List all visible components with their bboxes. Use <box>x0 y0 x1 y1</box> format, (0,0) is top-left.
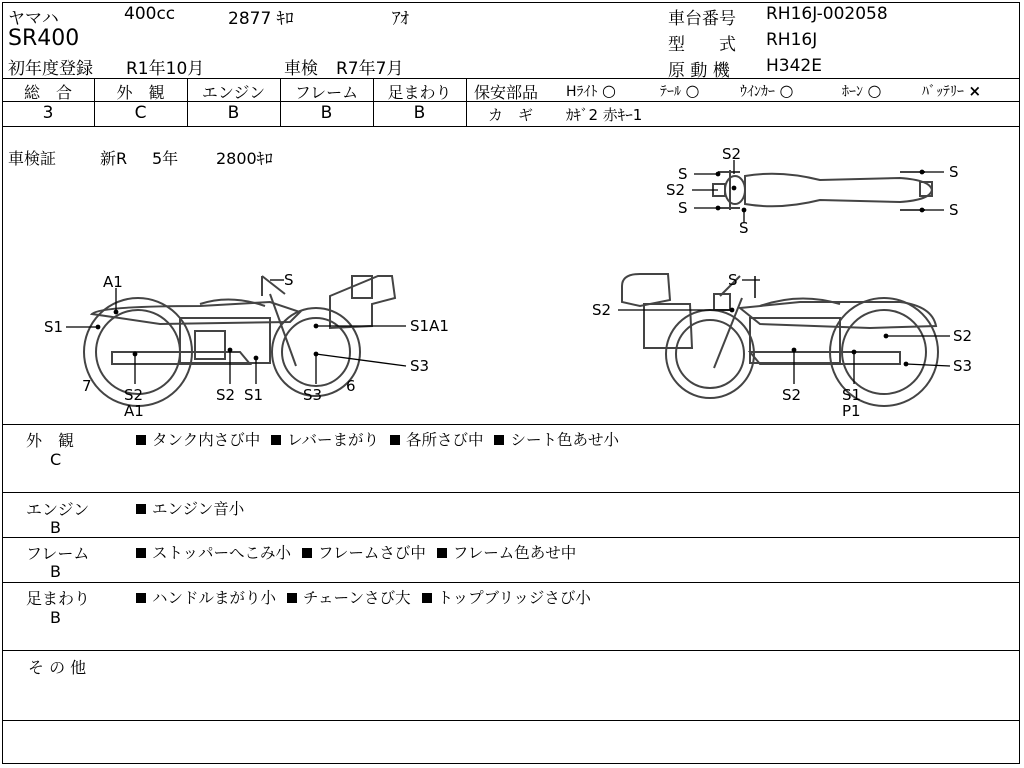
grade-frame-label: フレーム <box>294 83 359 102</box>
certificate-value-1: 新R <box>100 149 128 168</box>
top-label-s-b: S <box>678 199 688 217</box>
bullet-square-icon <box>494 435 504 445</box>
safety-headlight: Hﾗｲﾄ ○ <box>566 81 616 100</box>
note-exterior-items: タンク内さび中 レバーまがり 各所さび中 シート色あせ小 <box>136 428 625 450</box>
safety-parts-label: 保安部品 <box>474 83 539 102</box>
bullet-square-icon <box>136 593 146 603</box>
inspection-label: 車検 <box>284 59 318 79</box>
right-label-s3: S3 <box>953 357 973 375</box>
certificate-value-2: 5年 <box>152 149 179 168</box>
left-label-a1-b: A1 <box>124 402 144 420</box>
right-label-s2-b: S2 <box>953 327 973 345</box>
note-frame-grade: B <box>50 562 61 581</box>
safety-taillight: ﾃｰﾙ ○ <box>660 81 700 100</box>
color: ｱｵ <box>392 9 409 29</box>
bullet-square-icon <box>271 435 281 445</box>
grade-suspension-label: 足まわり <box>387 83 452 102</box>
note-frame-category: フレーム <box>26 544 90 563</box>
top-label-s-e: S <box>949 201 959 219</box>
top-label-s-c: S <box>739 219 749 237</box>
top-label-s-a: S <box>678 165 688 183</box>
certificate-label: 車検証 <box>8 149 57 168</box>
maker: ヤマハ <box>8 9 59 29</box>
note-suspension-grade: B <box>50 608 61 627</box>
key-label: カ ギ <box>488 106 534 124</box>
note-suspension-category: 足まわり <box>26 589 91 608</box>
grade-engine-label: エンジン <box>201 83 266 102</box>
note-exterior-grade: C <box>50 450 62 469</box>
note-engine-grade: B <box>50 518 61 537</box>
note-suspension-items: ハンドルまがり小 チェーンさび大 トップブリッジさび小 <box>136 586 597 608</box>
note-frame-items: ストッパーへこみ小 フレームさび中 フレーム色あせ中 <box>136 541 582 563</box>
frame-number-label: 車台番号 <box>668 9 736 29</box>
type-value: RH16J <box>766 30 818 50</box>
bullet-square-icon <box>287 593 297 603</box>
top-label-s2-b: S2 <box>666 181 686 199</box>
right-label-s2-c: S2 <box>782 386 802 404</box>
model-name: SR400 <box>8 26 80 51</box>
bullet-square-icon <box>390 435 400 445</box>
grade-engine-value: B <box>227 103 240 123</box>
left-label-s1: S1 <box>44 318 64 336</box>
note-engine-category: エンジン <box>26 500 90 519</box>
left-label-s2-b: S2 <box>216 386 236 404</box>
grade-overall-label: 総 合 <box>23 83 72 102</box>
safety-battery: ﾊﾞｯﾃﾘｰ × <box>922 82 982 100</box>
bullet-square-icon <box>136 504 146 514</box>
grade-overall-value: 3 <box>42 103 54 123</box>
note-exterior-category: 外 観 <box>26 431 75 450</box>
damage-diagram <box>0 126 1024 426</box>
bullet-square-icon <box>302 548 312 558</box>
bullet-square-icon <box>136 548 146 558</box>
left-label-s: S <box>284 271 294 289</box>
grade-frame-value: B <box>320 103 333 123</box>
mileage: 2877 ｷﾛ <box>228 9 294 29</box>
engine-model-value: H342E <box>766 56 822 76</box>
grade-exterior-value: C <box>134 103 147 123</box>
left-label-s1a1: S1A1 <box>410 317 449 335</box>
right-label-s2-a: S2 <box>592 301 612 319</box>
bullet-square-icon <box>422 593 432 603</box>
right-label-s1: S1 <box>842 386 862 404</box>
top-view-bike <box>713 170 932 210</box>
right-side-bike <box>622 274 938 406</box>
engine-model-label: 原 動 機 <box>668 61 730 81</box>
safety-winker: ｳｲﾝｶｰ ○ <box>740 81 794 100</box>
top-label-s-d: S <box>949 163 959 181</box>
left-label-a1: A1 <box>103 273 123 291</box>
bullet-square-icon <box>437 548 447 558</box>
left-label-7: 7 <box>82 377 92 395</box>
bullet-square-icon <box>136 435 146 445</box>
key-value: ｶｷﾞ2 赤ｷｰ1 <box>566 106 643 124</box>
safety-horn: ﾎｰﾝ ○ <box>842 81 882 100</box>
grade-suspension-value: B <box>413 103 426 123</box>
note-other-category: そ の 他 <box>28 658 87 677</box>
left-label-s1-b: S1 <box>244 386 264 404</box>
certificate-value-3: 2800ｷﾛ <box>216 149 273 168</box>
left-label-s2-a: S2 <box>124 386 144 404</box>
frame-number-value: RH16J-002058 <box>766 4 888 24</box>
left-label-s3-b: S3 <box>303 386 323 404</box>
type-label: 型 式 <box>668 35 736 55</box>
grade-exterior-label: 外 観 <box>116 83 165 102</box>
displacement: 400cc <box>124 4 176 24</box>
right-label-p1: P1 <box>842 402 861 420</box>
note-engine-items: エンジン音小 <box>136 497 250 519</box>
left-label-6: 6 <box>346 377 356 395</box>
inspection-value: R7年7月 <box>336 59 404 79</box>
right-label-s: S <box>728 271 738 289</box>
left-label-s3-a: S3 <box>410 357 430 375</box>
top-label-s2-a: S2 <box>722 145 742 163</box>
first-registration-label: 初年度登録 <box>8 59 93 79</box>
first-registration-value: R1年10月 <box>126 59 205 79</box>
